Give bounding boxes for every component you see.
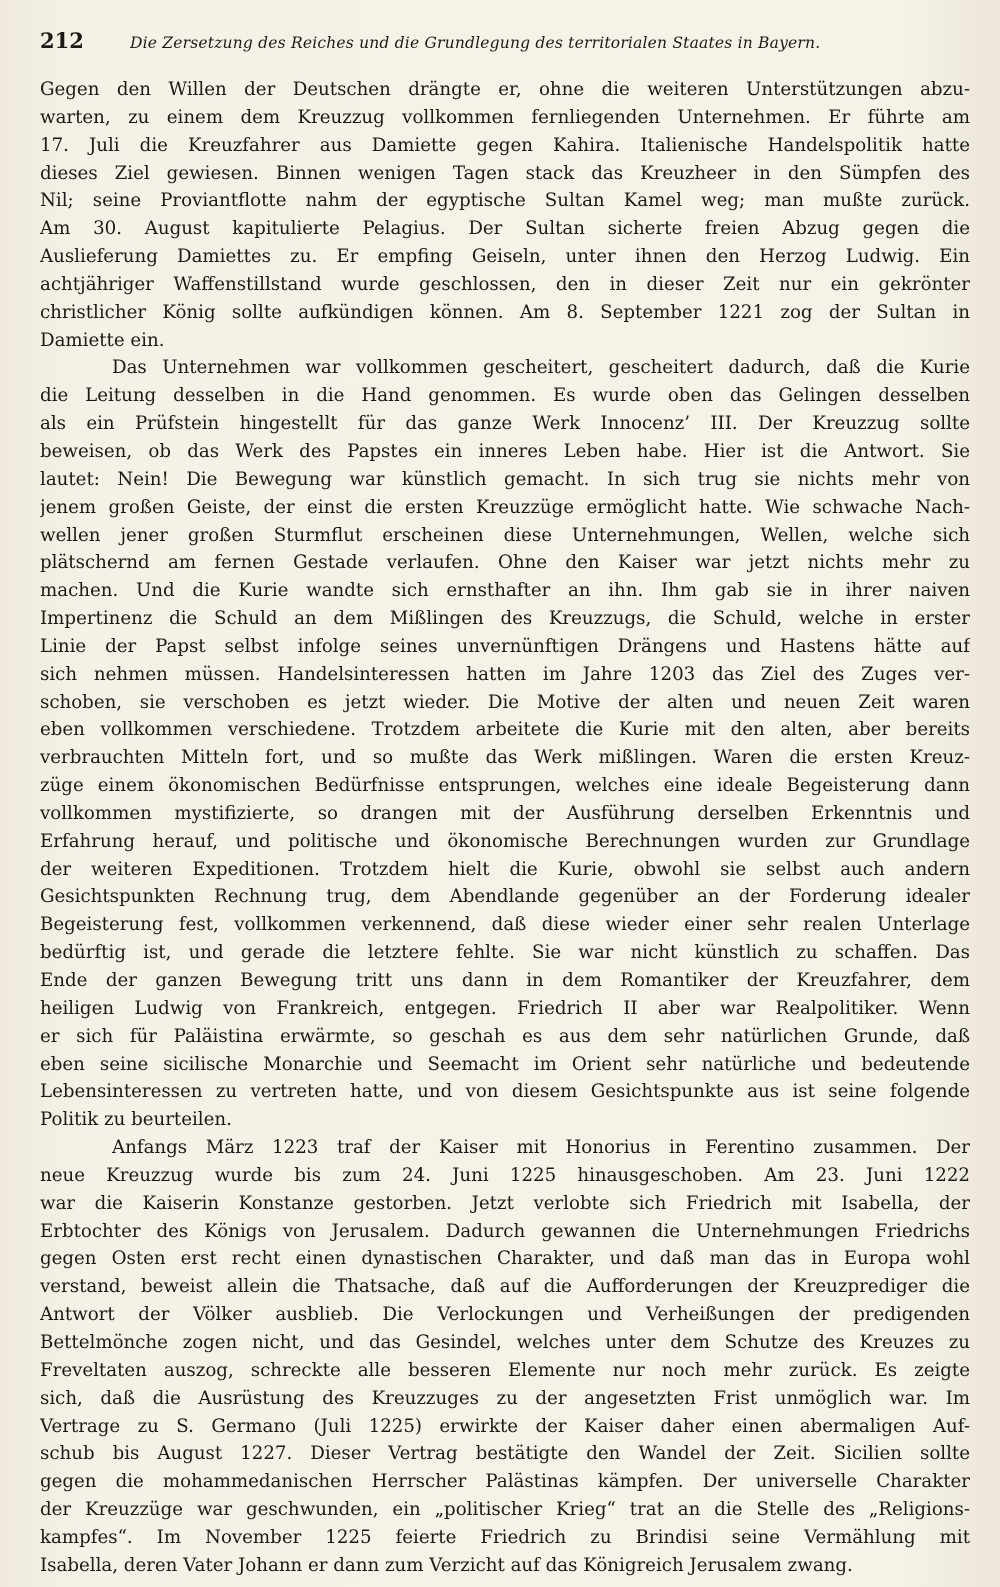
text-line: Nil; seine Proviantflotte nahm der egyptische Sultan Kamel weg; man mußte zurück.	[40, 190, 970, 212]
text-line: der weiteren Expeditionen. Trotzdem hielt die Kurie, obwohl sie selbst auch andern	[40, 858, 970, 880]
paragraph	[40, 76, 970, 354]
text-line: heiligen Ludwig von Frankreich, entgegen. Friedrich II aber war Realpolitiker. Wenn	[40, 997, 970, 1019]
text-line: war die Kaiserin Konstanze gestorben. Jetzt verlobte sich Friedrich mit Isabella, der	[40, 1192, 970, 1214]
text-line: eben vollkommen verschiedene. Trotzdem arbeitete die Kurie mit den alten, aber bereits	[40, 719, 970, 741]
text-line: sich nehmen müssen. Handelsinteressen hatten im Jahre 1203 das Ziel des Zuges ver-	[40, 663, 970, 685]
text-line: vollkommen mystifizierte, so drangen mit der Ausführung derselben Erkenntnis und	[40, 802, 970, 824]
text-line: beweisen, ob das Werk des Papstes ein inneres Leben habe. Hier ist die Antwort. Sie	[40, 440, 970, 462]
text-line: als ein Prüfstein hingestellt für das ganze Werk Innocenz’ III. Der Kreuzzug sollte	[40, 413, 970, 435]
text-line: die Leitung desselben in die Hand genommen. Es wurde oben das Gelingen desselben	[40, 385, 970, 407]
text-line: Erfahrung herauf, und politische und ökonomische Berechnungen wurden zur Grundlage	[40, 830, 970, 852]
text-line: neue Kreuzzug wurde bis zum 24. Juni 1225 hinausgeschoben. Am 23. Juni 1222	[40, 1164, 970, 1186]
text-line: Linie der Papst selbst infolge seines unvernünftigen Drängens und Hastens hätte auf	[40, 635, 970, 657]
text-line: Bettelmönche zogen nicht, und das Gesindel, welches unter dem Schutze des Kreuzes zu	[40, 1331, 970, 1353]
text-line: schub bis August 1227. Dieser Vertrag bestätigte den Wandel der Zeit. Sicilien sollte	[40, 1443, 970, 1465]
text-line: gegen die mohammedanischen Herrscher Palästinas kämpfen. Der universelle Charakter	[40, 1471, 970, 1493]
text-line: verbrauchten Mitteln fort, und so mußte das Werk mißlingen. Waren die ersten Kreuz-	[40, 747, 970, 769]
text-line: gegen Osten erst recht einen dynastischen Charakter, und daß man das in Europa wohl	[40, 1248, 970, 1270]
text-line: Ende der ganzen Bewegung tritt uns dann in dem Romantiker der Kreuzfahrer, dem	[40, 970, 970, 991]
text-line: Politik zu beurteilen.	[40, 1109, 232, 1131]
text-line: Anfangs März 1223 traf der Kaiser mit Honorius in Ferentino zusammen. Der	[112, 1137, 970, 1159]
paragraph	[40, 354, 970, 1134]
text-line: eben seine sicilische Monarchie und Seemacht im Orient sehr natürliche und bedeutende	[40, 1053, 970, 1075]
text-line: wellen jener großen Sturmflut erscheinen diese Unternehmungen, Wellen, welche sich	[40, 524, 970, 546]
text-line: Impertinenz die Schuld an dem Mißlingen des Kreuzzugs, die Schuld, welche in erster	[40, 608, 970, 630]
text-line: 17. Juli die Kreuzfahrer aus Damiette gegen Kahira. Italienische Handelspolitik hatte	[40, 134, 970, 156]
text-line: Erbtochter des Königs von Jerusalem. Dadurch gewannen die Unternehmungen Friedrichs	[40, 1220, 970, 1242]
text-line: Gegen den Willen der Deutschen drängte er, ohne die weiteren Unterstützungen abzu-	[40, 79, 970, 100]
text-line: Am 30. August kapitulierte Pelagius. Der Sultan sicherte freien Abzug gegen die	[40, 218, 970, 240]
paragraph	[40, 1134, 970, 1580]
page-number: 212	[40, 28, 84, 53]
body-text	[40, 76, 970, 1580]
text-line: Gesichtspunkten Rechnung trug, dem Abendlande gegenüber an der Forderung idealer	[40, 886, 970, 908]
running-title: Die Zersetzung des Reiches und die Grundlegung des territorialen Staates in Bayern.	[130, 34, 821, 52]
text-line: schoben, sie verschoben es jetzt wieder. Die Motive der alten und neuen Zeit waren	[40, 691, 970, 713]
text-line: Auslieferung Damiettes zu. Er empfing Geiseln, unter ihnen den Herzog Ludwig. Ein	[40, 246, 970, 268]
text-line: der Kreuzzüge war geschwunden, ein „politischer Krieg“ trat an die Stelle des „Religions-	[40, 1499, 970, 1521]
text-line: sich, daß die Ausrüstung des Kreuzzuges zu der angesetzten Frist unmöglich war. Im	[40, 1387, 970, 1409]
text-line: züge einem ökonomischen Bedürfnisse entsprungen, welches eine ideale Begeisterung dann	[40, 775, 970, 797]
text-line: kampfes“. Im November 1225 feierte Friedrich zu Brindisi seine Vermählung mit	[40, 1526, 970, 1548]
text-line: Freveltaten auszog, schreckte alle besseren Elemente nur noch mehr zurück. Es zeigte	[40, 1359, 970, 1381]
text-line: warten, zu einem dem Kreuzzug vollkommen fernliegenden Unternehmen. Er führte am	[40, 106, 970, 128]
text-line: Begeisterung fest, vollkommen verkennend, daß diese wieder einer sehr realen Unterlage	[40, 914, 970, 936]
running-header	[40, 28, 970, 58]
text-line: machen. Und die Kurie wandte sich ernsthafter an ihn. Ihm gab sie in ihrer naiven	[40, 580, 970, 602]
text-line: dieses Ziel gewiesen. Binnen wenigen Tagen stack das Kreuzheer in den Sümpfen des	[40, 162, 970, 184]
text-line: bedürftig ist, und gerade die letztere fehlte. Sie war nicht künstlich zu schaffen. Das	[40, 942, 970, 964]
text-line: Damiette ein.	[40, 329, 165, 351]
text-line: christlicher König sollte aufkündigen können. Am 8. September 1221 zog der Sultan in	[40, 301, 970, 323]
text-line: plätschernd am fernen Gestade verlaufen. Ohne den Kaiser war jetzt nichts mehr zu	[40, 552, 970, 574]
text-line: Antwort der Völker ausblieb. Die Verlockungen und Verheißungen der predigenden	[40, 1304, 970, 1326]
text-line: lautet: Nein! Die Bewegung war künstlich gemacht. In sich trug sie nichts mehr von	[40, 468, 970, 490]
text-line: Das Unternehmen war vollkommen gescheitert, gescheitert dadurch, daß die Kurie	[112, 357, 970, 379]
text-line: verstand, beweist allein die Thatsache, daß auf die Aufforderungen der Kreuzprediger die	[40, 1276, 970, 1298]
text-line: Isabella, deren Vater Johann er dann zum Verzicht auf das Königreich Jerusalem zwang.	[40, 1554, 853, 1576]
text-line: achtjähriger Waffenstillstand wurde geschlossen, den in dieser Zeit nur ein gekrönter	[40, 273, 970, 295]
text-line: jenem großen Geiste, der einst die ersten Kreuzzüge ermöglicht hatte. Wie schwache Nach-	[40, 496, 970, 518]
text-line: er sich für Paläistina erwärmte, so geschah es aus dem sehr natürlichen Grunde, daß	[40, 1025, 970, 1047]
text-line: Vertrage zu S. Germano (Juli 1225) erwirkte der Kaiser daher einen abermaligen Auf-	[40, 1415, 970, 1437]
text-line: Lebensinteressen zu vertreten hatte, und von diesem Gesichtspunkte aus ist seine folgende	[40, 1081, 970, 1103]
